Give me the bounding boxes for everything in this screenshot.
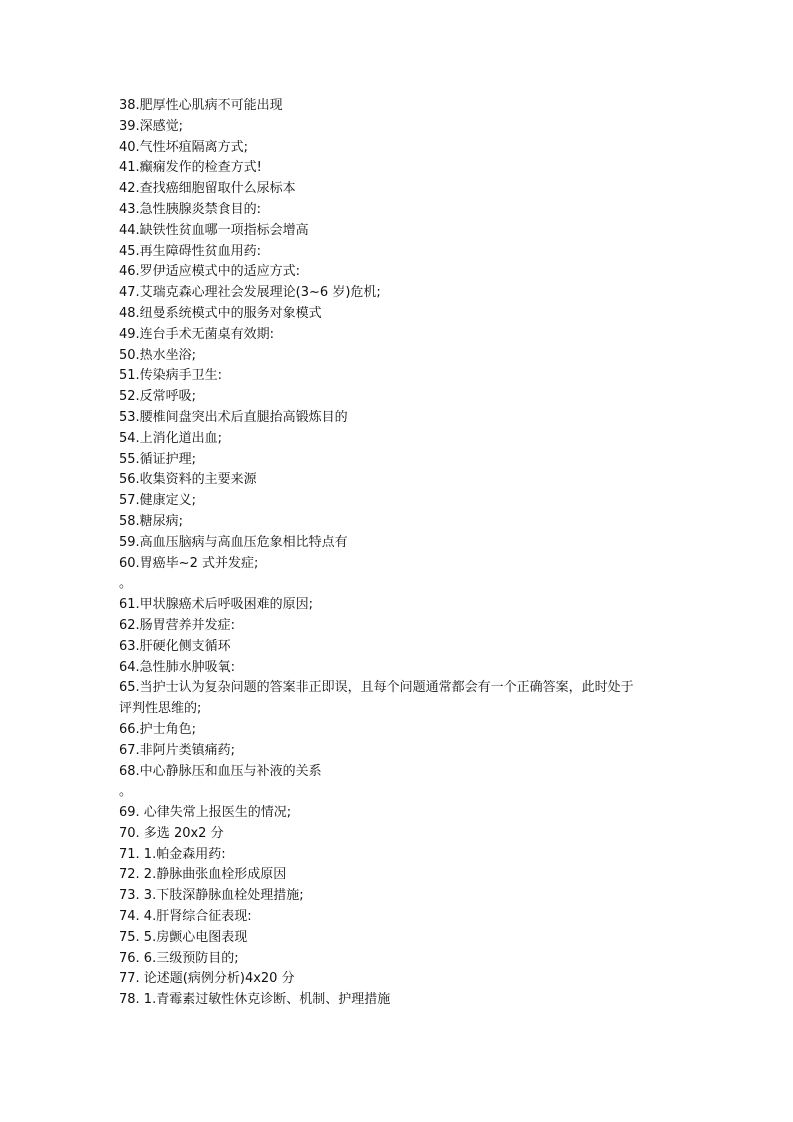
list-item: 62.肠胃营养并发症: xyxy=(119,617,236,633)
list-item: 44.缺铁性贫血哪一项指标会增高 xyxy=(119,222,309,238)
list-item: 72. 2.静脉曲张血栓形成原因 xyxy=(119,867,287,883)
list-item: 50.热水坐浴; xyxy=(119,347,197,363)
list-item: 69. 心律失常上报医生的情况; xyxy=(119,805,292,821)
list-item: 41.癫痫发作的检查方式! xyxy=(119,160,262,176)
list-item: 40.气性坏疽隔离方式; xyxy=(119,139,249,155)
list-item: 39.深感觉; xyxy=(119,118,184,134)
list-item-continuation: 评判性思维的; xyxy=(119,701,202,717)
list-item: 75. 5.房颤心电图表现 xyxy=(119,929,248,945)
list-item: 76. 6.三级预防目的; xyxy=(119,950,239,966)
list-item: 68.中心静脉压和血压与补液的关系 xyxy=(119,763,322,779)
list-item: 58.糖尿病; xyxy=(119,513,184,529)
list-item: 77. 论述题(病例分析)4x20 分 xyxy=(119,971,295,987)
list-item: 73. 3.下肢深静脉血栓处理措施; xyxy=(119,888,304,904)
list-item: 45.再生障碍性贫血用药: xyxy=(119,243,262,259)
list-item: 51.传染病手卫生: xyxy=(119,368,223,384)
list-item: 42.查找癌细胞留取什么尿标本 xyxy=(119,181,296,197)
list-item: 49.连台手术无菌桌有效期: xyxy=(119,326,275,342)
list-item: 70. 多选 20x2 分 xyxy=(119,825,224,841)
separator-mark: 。 xyxy=(119,784,133,800)
list-item: 52.反常呼吸; xyxy=(119,389,197,405)
list-item: 53.腰椎间盘突出术后直腿抬高锻炼目的 xyxy=(119,409,348,425)
list-item: 47.艾瑞克森心理社会发展理论(3~6 岁)危机; xyxy=(119,285,381,301)
document-body xyxy=(119,96,679,1011)
list-item: 63.肝硬化侧支循环 xyxy=(119,638,231,654)
list-item: 74. 4.肝肾综合征表现: xyxy=(119,909,252,925)
list-item: 59.高血压脑病与高血压危象相比特点有 xyxy=(119,534,348,550)
list-item: 46.罗伊适应模式中的适应方式: xyxy=(119,264,301,280)
list-item: 56.收集资料的主要来源 xyxy=(119,472,257,488)
list-item: 67.非阿片类镇痛药; xyxy=(119,742,236,758)
list-item: 64.急性肺水肿吸氧: xyxy=(119,659,236,675)
list-item: 61.甲状腺癌术后呼吸困难的原因; xyxy=(119,597,314,613)
list-item: 57.健康定义; xyxy=(119,493,197,509)
list-item: 78. 1.青霉素过敏性休克诊断、机制、护理措施 xyxy=(119,992,391,1008)
list-item: 48.纽曼系统模式中的服务对象模式 xyxy=(119,305,322,321)
list-item: 55.循证护理; xyxy=(119,451,197,467)
separator-mark: 。 xyxy=(119,576,133,592)
list-item: 43.急性胰腺炎禁食目的: xyxy=(119,201,262,217)
list-item: 65.当护士认为复杂问题的答案非正即误，且每个问题通常都会有一个正确答案，此时处于 xyxy=(119,680,634,696)
list-item: 66.护士角色; xyxy=(119,721,197,737)
list-item: 60.胃癌毕~2 式并发症; xyxy=(119,555,259,571)
list-item: 71. 1.帕金森用药: xyxy=(119,846,226,862)
list-item: 38.肥厚性心肌病不可能出现 xyxy=(119,98,283,113)
list-item: 54.上消化道出血; xyxy=(119,430,223,446)
